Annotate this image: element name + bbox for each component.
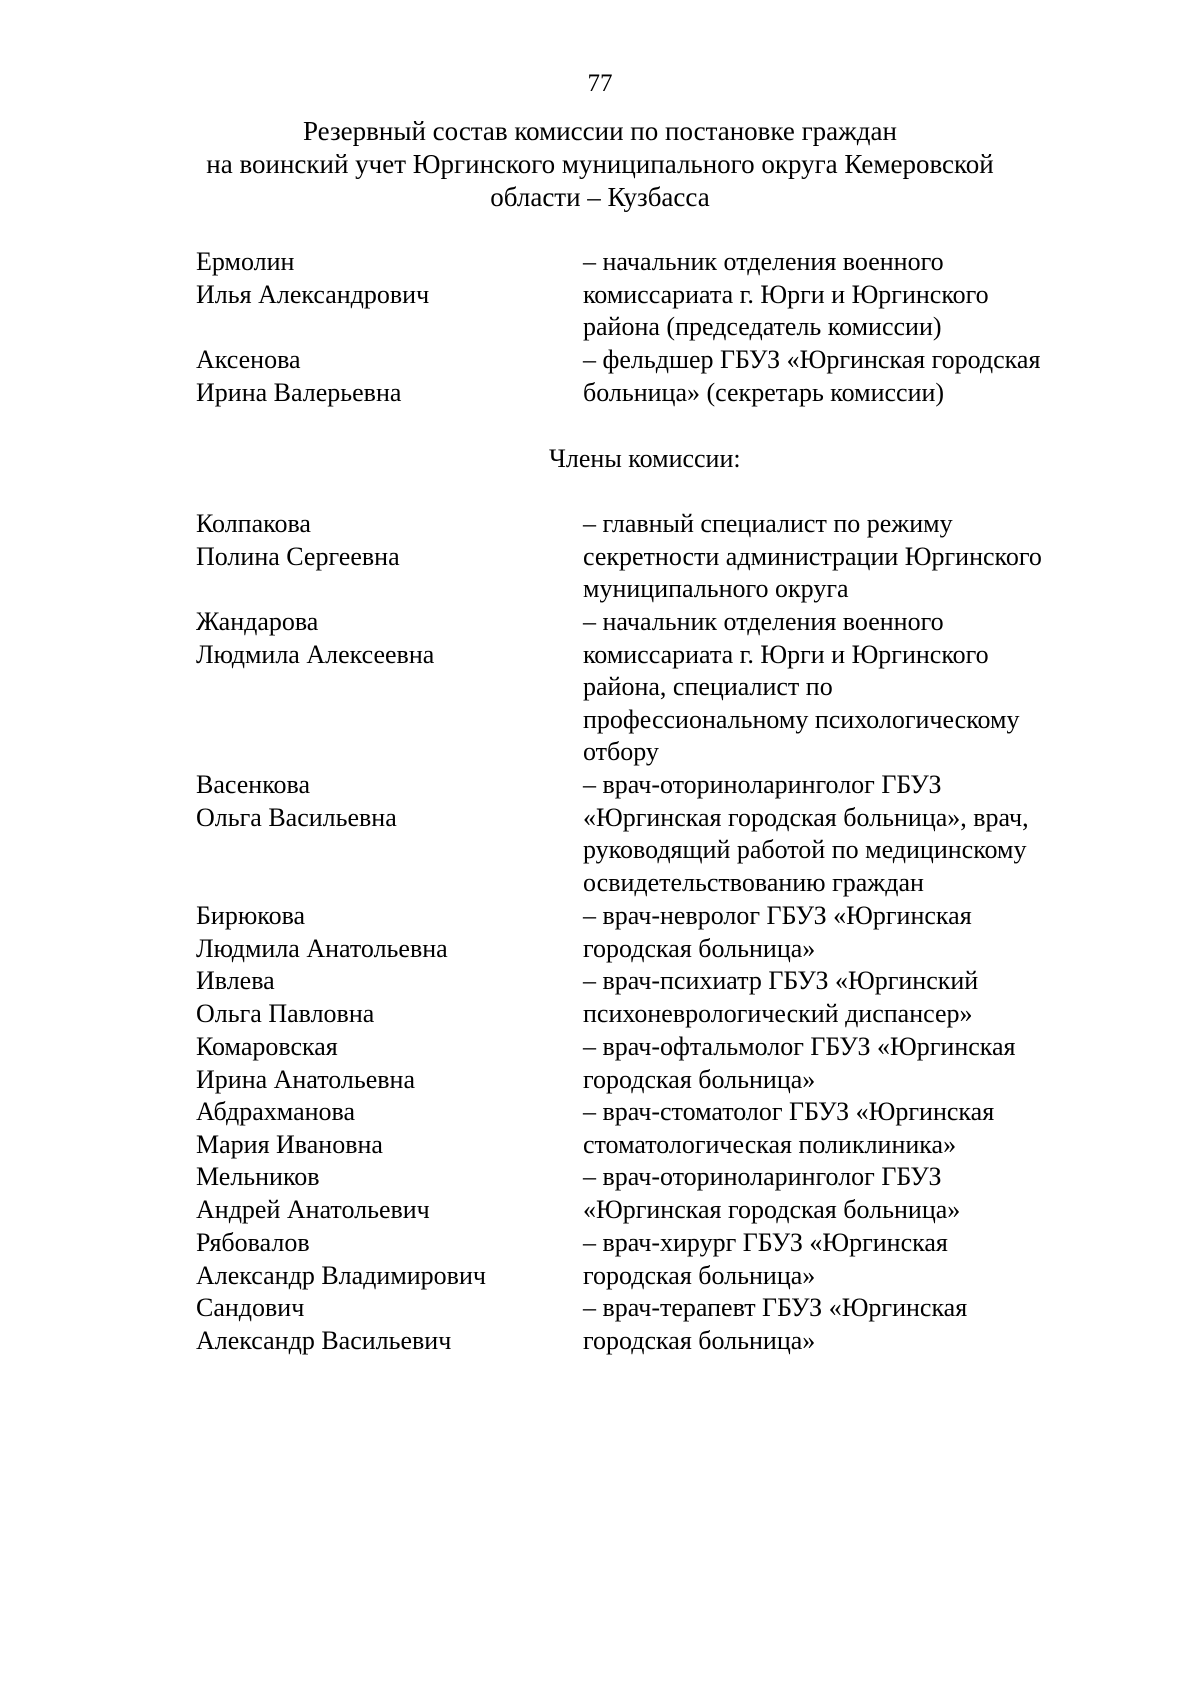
surname: Рябовалов (196, 1228, 310, 1257)
role-line: секретности администрации Юргинского (583, 541, 1042, 571)
surname: Васенкова (196, 770, 310, 799)
given-names: Александр Владимирович (196, 1260, 486, 1290)
surname: Колпакова (196, 509, 311, 538)
title-line: Резервный состав комиссии по постановке граждан (303, 116, 897, 146)
person-name (196, 1031, 415, 1096)
person-role (583, 246, 989, 344)
person-name (196, 900, 448, 965)
role-line: городская больница» (583, 1064, 816, 1094)
person-role (583, 965, 978, 1030)
surname: Абдрахманова (196, 1097, 356, 1126)
person-role (583, 1096, 994, 1161)
role-line: руководящий работой по медицинскому (583, 835, 1027, 865)
role-line: – врач-терапевт ГБУЗ «Юргинская (583, 1293, 968, 1322)
role-line: освидетельствованию граждан (583, 867, 924, 897)
person-role (583, 1227, 948, 1292)
given-names: Ирина Анатольевна (196, 1064, 415, 1094)
role-line: комиссариата г. Юрги и Юргинского (583, 279, 989, 309)
person-role (583, 1031, 1016, 1096)
given-names: Мария Ивановна (196, 1129, 383, 1159)
role-line: больница» (секретарь комиссии) (583, 377, 945, 407)
role-line: – врач-хирург ГБУЗ «Юргинская (583, 1228, 948, 1257)
role-line: комиссариата г. Юрги и Юргинского (583, 639, 989, 669)
role-line: «Юргинская городская больница», врач, (583, 802, 1029, 832)
surname: Ивлева (196, 966, 275, 995)
role-line: «Юргинская городская больница» (583, 1194, 961, 1224)
surname: Сандович (196, 1293, 305, 1322)
role-line: – врач-офтальмолог ГБУЗ «Юргинская (583, 1032, 1016, 1061)
person-role (583, 1292, 967, 1357)
person-name (196, 344, 401, 409)
person-role (583, 769, 1029, 899)
person-name (196, 965, 374, 1030)
given-names: Полина Сергеевна (196, 541, 400, 571)
role-line: городская больница» (583, 933, 816, 963)
role-line: – главный специалист по режиму (583, 509, 953, 538)
surname: Аксенова (196, 345, 301, 374)
person-name (196, 1161, 430, 1226)
role-line: – врач-невролог ГБУЗ «Юргинская (583, 901, 972, 930)
surname: Мельников (196, 1162, 320, 1191)
role-line: – начальник отделения военного (583, 247, 944, 276)
person-role (583, 900, 972, 965)
title-line: области – Кузбасса (490, 182, 710, 212)
members-heading: Члены комиссии: (549, 444, 741, 473)
role-line: – фельдшер ГБУЗ «Юргинская городская (583, 345, 1041, 374)
role-line: – врач-психиатр ГБУЗ «Юргинский (583, 966, 979, 995)
given-names: Людмила Анатольевна (196, 933, 448, 963)
person-name (196, 1227, 486, 1292)
surname: Жандарова (196, 607, 319, 636)
person-name (196, 1096, 383, 1161)
surname: Ермолин (196, 247, 295, 276)
person-role (583, 344, 1040, 409)
document-title (0, 115, 1200, 214)
page-number: 77 (587, 70, 613, 97)
given-names: Александр Васильевич (196, 1325, 452, 1355)
role-line: района, специалист по (583, 672, 833, 702)
role-line: отбору (583, 737, 659, 767)
role-line: городская больница» (583, 1260, 816, 1290)
role-line: – начальник отделения военного (583, 607, 944, 636)
given-names: Ольга Павловна (196, 998, 375, 1028)
person-name (196, 508, 400, 573)
person-name (196, 1292, 451, 1357)
role-line: психоневрологический диспансер» (583, 998, 973, 1028)
given-names: Андрей Анатольевич (196, 1194, 430, 1224)
person-name (196, 246, 429, 311)
surname: Бирюкова (196, 901, 306, 930)
role-line: района (председатель комиссии) (583, 312, 942, 342)
title-line: на воинский учет Юргинского муниципального округа Кемеровской (206, 149, 994, 179)
role-line: муниципального округа (583, 574, 849, 604)
person-role (583, 508, 1042, 606)
person-name (196, 769, 397, 834)
given-names: Илья Александрович (196, 279, 430, 309)
role-line: – врач-оториноларинголог ГБУЗ (583, 1162, 942, 1191)
given-names: Людмила Алексеевна (196, 639, 435, 669)
person-role (583, 606, 1020, 769)
person-role (583, 1161, 960, 1226)
surname: Комаровская (196, 1032, 338, 1061)
person-name (196, 606, 434, 671)
given-names: Ольга Васильевна (196, 802, 397, 832)
role-line: – врач-оториноларинголог ГБУЗ (583, 770, 942, 799)
given-names: Ирина Валерьевна (196, 377, 402, 407)
role-line: профессиональному психологическому (583, 704, 1020, 734)
role-line: – врач-стоматолог ГБУЗ «Юргинская (583, 1097, 995, 1126)
role-line: стоматологическая поликлиника» (583, 1129, 957, 1159)
role-line: городская больница» (583, 1325, 816, 1355)
